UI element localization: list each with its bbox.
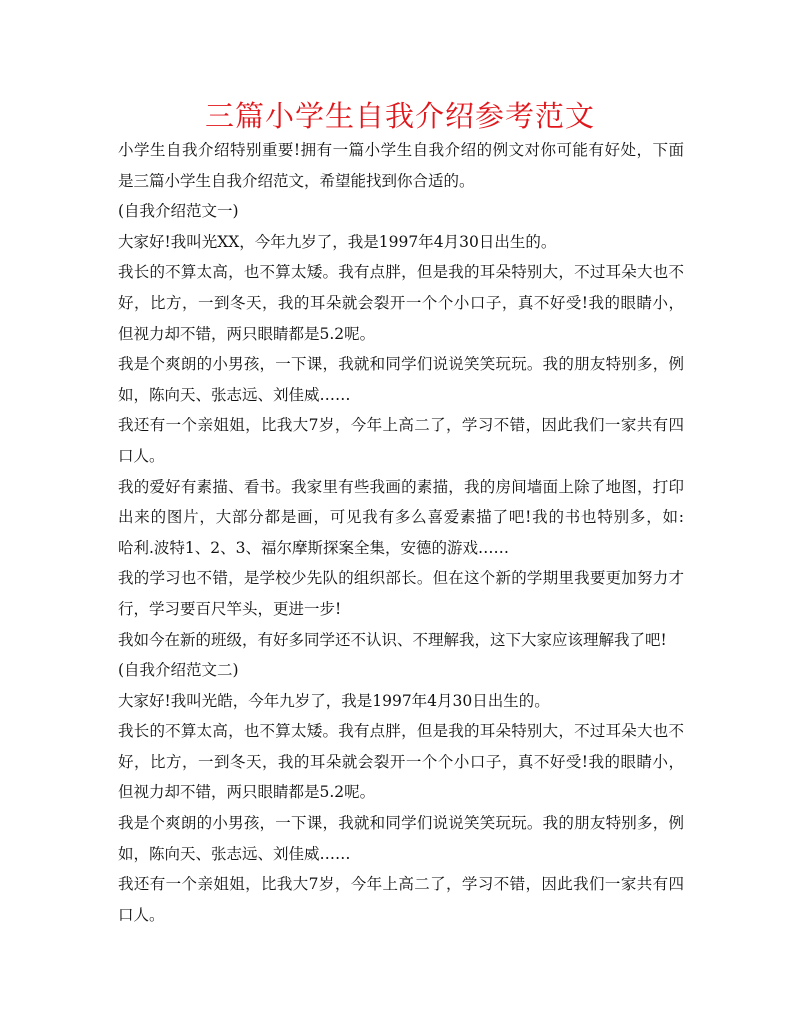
paragraph [118,227,684,258]
text-line: 我是个爽朗的小男孩，一下课，我就和同学们说说笑笑玩玩。我的朋友特别多，例 [118,355,684,374]
text-line: (自我介绍范文一) [118,202,239,221]
text-line: 口人。 [118,446,165,465]
paragraph [118,808,684,869]
text-line: (自我介绍范文二) [118,661,239,680]
text-line: 行，学习要百尺竿头，更进一步! [118,599,342,618]
text-line: 如，陈向天、张志远、刘佳威…… [118,844,351,863]
text-line: 好，比方，一到冬天，我的耳朵就会裂开一个个小口子，真不好受!我的眼睛小， [118,293,684,312]
text-line: 大家好!我叫光皓，今年九岁了，我是1997年4月30日出生的。 [118,691,550,710]
paragraph [118,257,684,349]
paragraph [118,196,684,227]
paragraph [118,686,684,717]
paragraph [118,135,684,196]
text-line: 是三篇小学生自我介绍范文，希望能找到你合适的。 [118,171,475,190]
text-line: 我长的不算太高，也不算太矮。我有点胖，但是我的耳朵特别大，不过耳朵大也不 [118,263,684,282]
paragraph [118,472,684,564]
paragraph [118,716,684,808]
document-body [118,135,684,930]
text-line: 大家好!我叫光XX，今年九岁了，我是1997年4月30日出生的。 [118,232,557,251]
paragraph [118,410,684,471]
text-line: 我还有一个亲姐姐，比我大7岁，今年上高二了，学习不错，因此我们一家共有四 [118,416,684,435]
text-line: 但视力却不错，两只眼睛都是5.2呢。 [118,783,376,802]
text-line: 我是个爽朗的小男孩，一下课，我就和同学们说说笑笑玩玩。我的朋友特别多，例 [118,814,684,833]
paragraph [118,349,684,410]
text-line: 口人。 [118,905,165,924]
paragraph [118,655,684,686]
paragraph [118,869,684,930]
text-line: 我的学习也不错，是学校少先队的组织部长。但在这个新的学期里我要更加努力才 [118,569,684,588]
text-line: 我还有一个亲姐姐，比我大7岁，今年上高二了，学习不错，因此我们一家共有四 [118,875,684,894]
paragraph [118,563,684,624]
text-line: 哈利.波特1、2、3、福尔摩斯探案全集，安德的游戏…… [118,538,510,557]
document-title: 三篇小学生自我介绍参考范文 [204,99,595,133]
text-line: 小学生自我介绍特别重要!拥有一篇小学生自我介绍的例文对你可能有好处，下面 [118,141,684,159]
text-line: 但视力却不错，两只眼睛都是5.2呢。 [118,324,376,343]
text-line: 出来的图片，大部分都是画，可见我有多么喜爱素描了吧!我的书也特别多，如: [118,508,684,527]
text-line: 我如今在新的班级，有好多同学还不认识、不理解我，这下大家应该理解我了吧! [118,630,667,649]
paragraph [118,625,684,656]
text-line: 我的爱好有素描、看书。我家里有些我画的素描，我的房间墙面上除了地图，打印 [118,477,684,496]
text-line: 我长的不算太高，也不算太矮。我有点胖，但是我的耳朵特别大，不过耳朵大也不 [118,722,684,741]
text-line: 好，比方，一到冬天，我的耳朵就会裂开一个个小口子，真不好受!我的眼睛小， [118,752,684,771]
text-line: 如，陈向天、张志远、刘佳威…… [118,385,351,404]
